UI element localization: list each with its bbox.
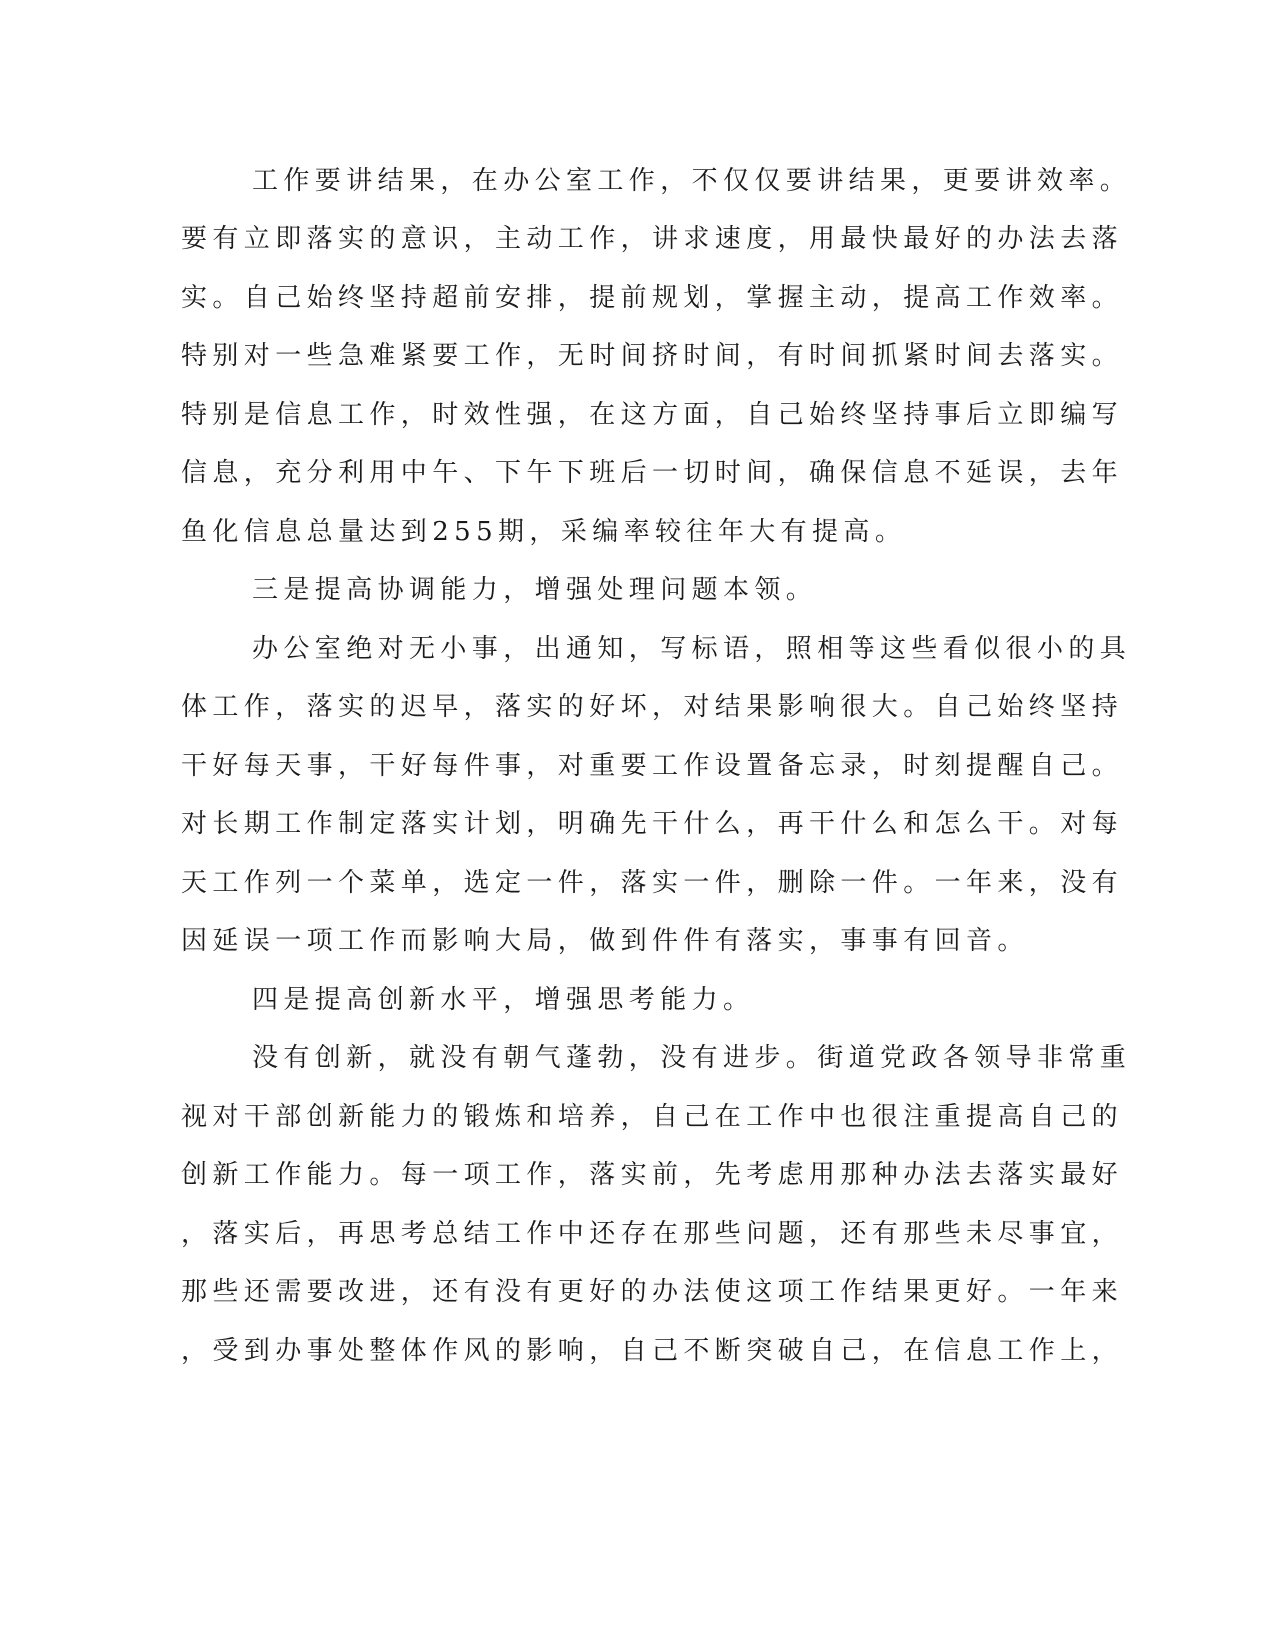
text-line: ，受到办事处整体作风的影响，自己不断突破自己，在信息工作上，	[181, 1336, 1124, 1366]
text-line: 天工作列一个菜单，选定一件，落实一件，删除一件。一年来，没有	[181, 868, 1124, 898]
text-line: 体工作，落实的迟早，落实的好坏，对结果影响很大。自己始终坚持	[181, 692, 1124, 722]
text-line: ，落实后，再思考总结工作中还存在那些问题，还有那些未尽事宜，	[181, 1219, 1124, 1249]
text-line: 没有创新，就没有朝气蓬勃，没有进步。街道党政各领导非常重	[252, 1043, 1132, 1073]
text-line: 实。自己始终坚持超前安排，提前规划，掌握主动，提高工作效率。	[181, 283, 1124, 313]
text-line: 那些还需要改进，还有没有更好的办法使这项工作结果更好。一年来	[181, 1277, 1124, 1307]
text-line: 鱼化信息总量达到255期，采编率较往年大有提高。	[181, 517, 907, 547]
text-line: 视对干部创新能力的锻炼和培养，自己在工作中也很注重提高自己的	[181, 1102, 1124, 1132]
text-line: 创新工作能力。每一项工作，落实前，先考虑用那种办法去落实最好	[181, 1160, 1124, 1190]
text-line: 干好每天事，干好每件事，对重要工作设置备忘录，时刻提醒自己。	[181, 751, 1124, 781]
section-heading: 四是提高创新水平，增强思考能力。	[252, 985, 755, 1015]
text-line: 信息，充分利用中午、下午下班后一切时间，确保信息不延误，去年	[181, 458, 1124, 488]
text-line: 特别对一些急难紧要工作，无时间挤时间，有时间抓紧时间去落实。	[181, 341, 1124, 371]
text-line: 特别是信息工作，时效性强，在这方面，自己始终坚持事后立即编写	[181, 400, 1124, 430]
text-line: 对长期工作制定落实计划，明确先干什么，再干什么和怎么干。对每	[181, 809, 1124, 839]
text-line: 工作要讲结果，在办公室工作，不仅仅要讲结果，更要讲效率。	[252, 166, 1132, 196]
text-line: 办公室绝对无小事，出通知，写标语，照相等这些看似很小的具	[252, 634, 1132, 664]
text-line: 因延误一项工作而影响大局，做到件件有落实，事事有回音。	[181, 926, 1029, 956]
section-heading: 三是提高协调能力，增强处理问题本领。	[252, 575, 818, 605]
text-line: 要有立即落实的意识，主动工作，讲求速度，用最快最好的办法去落	[181, 224, 1124, 254]
